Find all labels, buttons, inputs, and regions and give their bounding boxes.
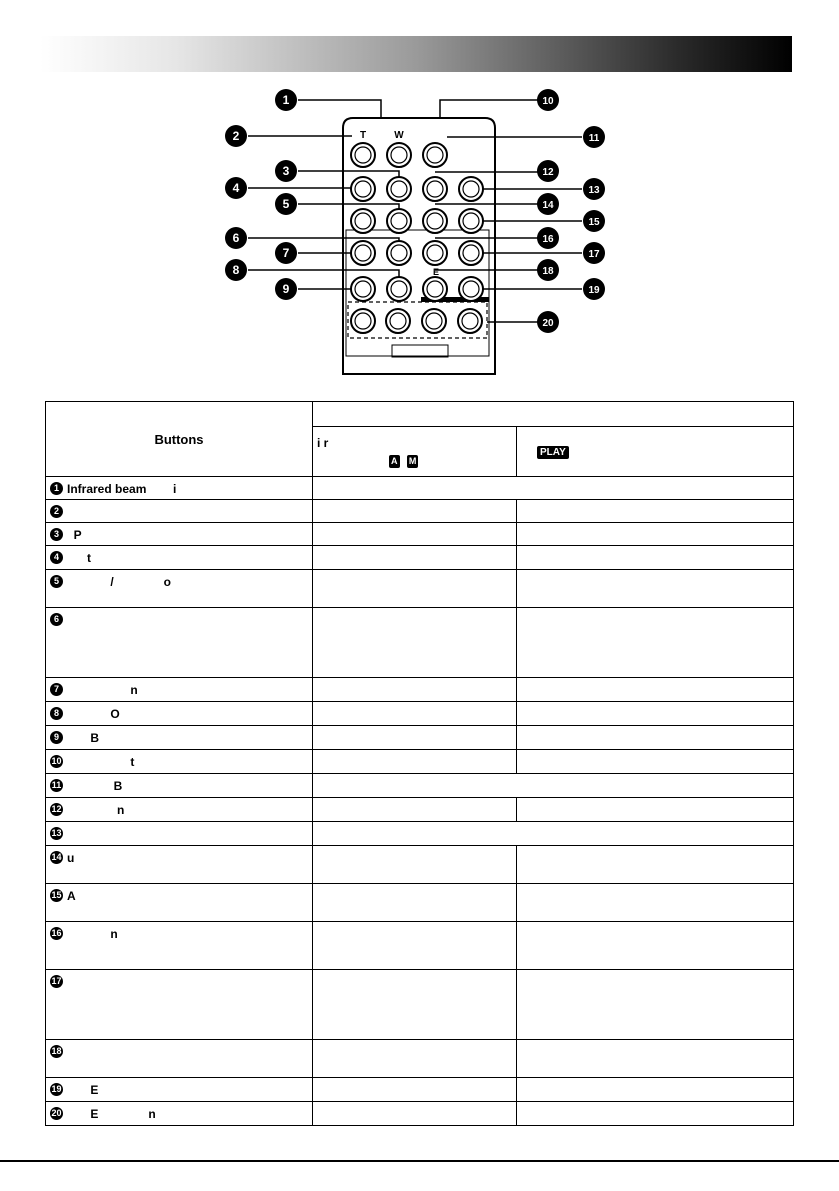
- index-e-label: E: [432, 267, 440, 277]
- callout-3-badge: [275, 160, 297, 182]
- table-row: [46, 500, 794, 523]
- function-group-header: [313, 402, 794, 427]
- svg-text:11: 11: [588, 133, 600, 144]
- table-row: [46, 523, 794, 546]
- table-row: [46, 1102, 794, 1126]
- svg-text:14: 14: [542, 200, 554, 211]
- button-name-cell: [46, 846, 313, 884]
- row-number-badge: 4: [50, 551, 63, 564]
- callout-5-badge: [275, 193, 297, 215]
- button-name-cell: [46, 774, 313, 798]
- table-row: [46, 1078, 794, 1102]
- button-name-label: E: [67, 1082, 99, 1097]
- button-name-label: B: [67, 730, 100, 745]
- row-number-badge: 7: [50, 683, 63, 696]
- table-row: [46, 726, 794, 750]
- row-number-badge: 5: [50, 575, 63, 588]
- table-row: [46, 477, 794, 500]
- record-function-cell: [313, 702, 517, 726]
- remote-button: [351, 309, 375, 333]
- table-row: [46, 750, 794, 774]
- mode-a-icon: A: [391, 455, 398, 466]
- button-name-cell: [46, 726, 313, 750]
- remote-control-diagram: [0, 80, 839, 390]
- button-name-label: n: [67, 802, 125, 817]
- play-function-cell: [517, 500, 794, 523]
- table-row: [46, 1040, 794, 1078]
- remote-button: [459, 177, 483, 201]
- record-function-cell: [313, 500, 517, 523]
- callout-10-badge: [537, 89, 559, 111]
- svg-text:19: 19: [588, 285, 600, 296]
- play-function-cell: [517, 1040, 794, 1078]
- row-number-badge: 15: [51, 890, 62, 901]
- play-function-cell: [517, 523, 794, 546]
- button-name-cell: [46, 1102, 313, 1126]
- svg-text:13: 13: [588, 185, 600, 196]
- svg-text:15: 15: [588, 217, 600, 228]
- callout-13-badge: [583, 178, 605, 200]
- table-row: [46, 546, 794, 570]
- play-mode-header: [517, 427, 794, 477]
- remote-button: [351, 177, 375, 201]
- button-name-cell: [46, 570, 313, 608]
- record-function-cell: [313, 523, 517, 546]
- remote-button: [351, 143, 375, 167]
- button-name-cell: [46, 523, 313, 546]
- table-row: [46, 798, 794, 822]
- record-function-cell: [313, 608, 517, 678]
- remote-button: [423, 209, 447, 233]
- table-row: [46, 846, 794, 884]
- button-name-label: n: [67, 682, 138, 697]
- button-name-cell: [46, 702, 313, 726]
- row-number-badge: 6: [50, 613, 63, 626]
- callout-4-badge: [225, 177, 247, 199]
- record-function-cell: [313, 1078, 517, 1102]
- table-row: [46, 678, 794, 702]
- record-function-cell: [313, 750, 517, 774]
- play-function-cell: [517, 702, 794, 726]
- buttons-column-header: Buttons: [46, 402, 313, 477]
- row-number-badge: 10: [51, 756, 62, 767]
- remote-button: [423, 143, 447, 167]
- remote-button: [458, 309, 482, 333]
- record-function-cell: [313, 884, 517, 922]
- remote-button: [351, 209, 375, 233]
- play-function-cell: [517, 546, 794, 570]
- table-row: [46, 570, 794, 608]
- callout-11-badge: [583, 126, 605, 148]
- play-function-cell: [517, 678, 794, 702]
- button-name-label: / o: [67, 574, 172, 589]
- callout-6-badge: [225, 227, 247, 249]
- play-function-cell: [517, 1078, 794, 1102]
- svg-text:1: 1: [282, 93, 290, 107]
- record-function-cell: [313, 846, 517, 884]
- row-number-badge: 12: [51, 804, 62, 815]
- button-name-label: n: [67, 926, 118, 941]
- svg-text:20: 20: [542, 318, 554, 329]
- button-name-cell: [46, 500, 313, 523]
- play-function-cell: [517, 570, 794, 608]
- mode-m-icon: M: [408, 455, 417, 466]
- button-name-cell: [46, 546, 313, 570]
- row-number-badge: 8: [50, 707, 63, 720]
- button-name-cell: [46, 822, 313, 846]
- callout-15-badge: [583, 210, 605, 232]
- row-number-badge: 1: [50, 482, 63, 495]
- table-row: [46, 970, 794, 1040]
- button-name-label: E n: [67, 1106, 156, 1121]
- button-name-cell: [46, 884, 313, 922]
- play-icon: PLAY: [537, 446, 569, 459]
- play-function-cell: [517, 970, 794, 1040]
- button-name-cell: [46, 1078, 313, 1102]
- button-name-cell: [46, 477, 313, 500]
- row-number-badge: 3: [50, 528, 63, 541]
- callout-9-badge: [275, 278, 297, 300]
- remote-button: [459, 209, 483, 233]
- button-name-label: A: [67, 888, 76, 903]
- button-name-label: Infrared beam i: [67, 481, 177, 496]
- record-function-cell: [313, 922, 517, 970]
- record-mode-header: [313, 427, 517, 477]
- play-function-cell: [517, 922, 794, 970]
- svg-text:12: 12: [542, 167, 554, 178]
- remote-button: [351, 241, 375, 265]
- table-row: [46, 922, 794, 970]
- remote-button: [423, 177, 447, 201]
- record-function-cell: [313, 570, 517, 608]
- remote-button: [387, 241, 411, 265]
- remote-button: [387, 277, 411, 301]
- remote-button: [459, 241, 483, 265]
- record-function-cell: [313, 970, 517, 1040]
- function-cell-spanning: [313, 477, 794, 500]
- callout-16-badge: [537, 227, 559, 249]
- row-number-badge: 16: [51, 928, 62, 939]
- remote-button: [387, 177, 411, 201]
- row-number-badge: 20: [51, 1108, 62, 1119]
- callout-8-badge: [225, 259, 247, 281]
- button-name-label: t: [67, 754, 135, 769]
- record-function-cell: [313, 726, 517, 750]
- callout-7-badge: [275, 242, 297, 264]
- record-mode-text: i r: [317, 435, 329, 450]
- play-function-cell: [517, 798, 794, 822]
- row-number-badge: 17: [51, 976, 62, 987]
- button-name-label: P: [67, 527, 82, 542]
- callout-18-badge: [537, 259, 559, 281]
- row-number-badge: 2: [50, 505, 63, 518]
- row-number-badge: 9: [50, 731, 63, 744]
- callout-12-badge: [537, 160, 559, 182]
- remote-button: [387, 209, 411, 233]
- button-name-cell: [46, 970, 313, 1040]
- record-function-cell: [313, 546, 517, 570]
- svg-text:9: 9: [282, 282, 290, 296]
- row-number-badge: 14: [51, 852, 62, 863]
- play-function-cell: [517, 884, 794, 922]
- function-cell-spanning: [313, 822, 794, 846]
- remote-button: [459, 277, 483, 301]
- header-gradient-bar: [40, 36, 792, 72]
- svg-text:7: 7: [282, 246, 290, 260]
- button-name-cell: [46, 1040, 313, 1078]
- svg-text:4: 4: [232, 181, 240, 195]
- svg-text:8: 8: [232, 263, 240, 277]
- button-name-cell: [46, 608, 313, 678]
- row-number-badge: 13: [51, 828, 62, 839]
- table-row: [46, 608, 794, 678]
- remote-button: [351, 277, 375, 301]
- button-name-label: t: [67, 550, 91, 565]
- button-name-label: B: [67, 778, 123, 793]
- svg-text:18: 18: [542, 266, 554, 277]
- row-number-badge: 18: [51, 1046, 62, 1057]
- remote-button: [422, 309, 446, 333]
- svg-text:16: 16: [542, 234, 554, 245]
- zoom-w-label: W: [394, 130, 404, 141]
- svg-text:6: 6: [232, 231, 240, 245]
- record-function-cell: [313, 1102, 517, 1126]
- record-function-cell: [313, 798, 517, 822]
- svg-text:10: 10: [542, 96, 554, 107]
- callout-1-badge: [275, 89, 297, 111]
- zoom-t-label: T: [359, 130, 367, 141]
- remote-button: [423, 277, 447, 301]
- table-header-row: [46, 402, 794, 427]
- svg-text:17: 17: [588, 249, 600, 260]
- callout-14-badge: [537, 193, 559, 215]
- table-row: [46, 884, 794, 922]
- button-name-label: O: [67, 706, 120, 721]
- record-function-cell: [313, 1040, 517, 1078]
- record-function-cell: [313, 678, 517, 702]
- play-function-cell: [517, 750, 794, 774]
- button-name-cell: [46, 678, 313, 702]
- play-function-cell: [517, 608, 794, 678]
- row-number-badge: 19: [51, 1084, 62, 1095]
- button-name-label: u: [67, 850, 75, 865]
- callout-20-badge: [537, 311, 559, 333]
- remote-button: [386, 309, 410, 333]
- svg-text:5: 5: [282, 197, 290, 211]
- table-row: [46, 822, 794, 846]
- svg-text:2: 2: [232, 129, 240, 143]
- button-name-cell: [46, 922, 313, 970]
- button-name-cell: [46, 798, 313, 822]
- callout-2-badge: [225, 125, 247, 147]
- svg-text:3: 3: [282, 164, 290, 178]
- row-number-badge: 11: [51, 780, 62, 791]
- remote-button: [423, 241, 447, 265]
- page-bottom-rule: [0, 1160, 839, 1162]
- remote-button: [387, 143, 411, 167]
- table-row: [46, 702, 794, 726]
- function-cell-spanning: [313, 774, 794, 798]
- callout-17-badge: [583, 242, 605, 264]
- callout-19-badge: [583, 278, 605, 300]
- play-function-cell: [517, 1102, 794, 1126]
- remote-buttons-table: [45, 401, 794, 1126]
- table-row: [46, 774, 794, 798]
- play-function-cell: [517, 726, 794, 750]
- play-function-cell: [517, 846, 794, 884]
- button-name-cell: [46, 750, 313, 774]
